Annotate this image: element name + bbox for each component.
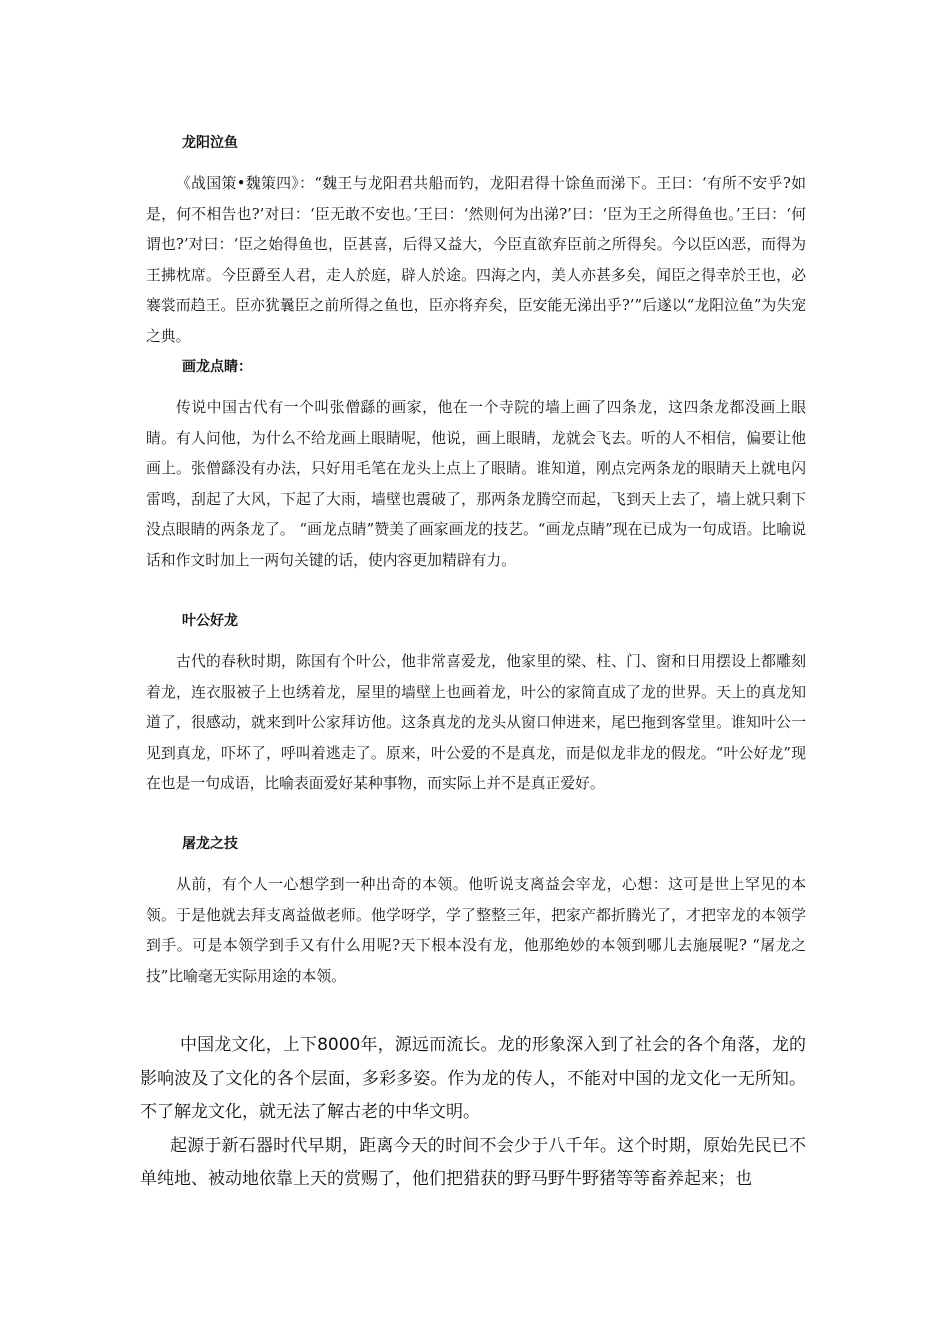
intro-paragraph: 中国龙文化，上下8000年，源远而流长。龙的形象深入到了社会的各个角落，龙的影响波及了文化的各个层面，多彩多姿。作为龙的传人，不能对中国的龙文化一无所知。不了解龙文化，就无法了解古老的中华文明。 [140, 1035, 806, 1122]
section-heading: 龙阳泣鱼 [182, 135, 238, 151]
section-heading: 画龙点睛： [182, 359, 252, 375]
section-body: 从前，有个人一心想学到一种出奇的本领。他听说支离益会宰龙，心想：这可是世上罕见的本领。于是他就去拜支离益做老师。他学呀学，学了整整三年，把家产都折腾光了，才把宰龙的本领学到手。可是本领学到手又有什么用呢?天下根本没有龙，他那绝妙的本领到哪儿去施展呢? “屠龙之技”比喻毫无实际用途的本领。 [146, 876, 806, 985]
section-heading: 屠龙之技 [182, 836, 238, 852]
section-longyang [146, 133, 806, 353]
dragon-culture-intro [140, 1029, 806, 1197]
section-tulong [146, 834, 806, 992]
section-body: 古代的春秋时期，陈国有个叶公，他非常喜爱龙，他家里的梁、柱、门、窗和日用摆设上都雕刻着龙，连衣服被子上也绣着龙，屋里的墙壁上也画着龙，叶公的家简直成了龙的世界。天上的真龙知道了，很感动，就来到叶公家拜访他。这条真龙的龙头从窗口伸进来，尾巴拖到客堂里。谁知叶公一见到真龙，吓坏了，呼叫着逃走了。原来，叶公爱的不是真龙，而是似龙非龙的假龙。“叶公好龙”现在也是一句成语，比喻表面爱好某种事物，而实际上并不是真正爱好。 [146, 653, 806, 793]
origin-paragraph: 起源于新石器时代早期，距离今天的时间不会少于八千年。这个时期，原始先民已不单纯地、被动地依靠上天的赏赐了，他们把猎获的野马野牛野猪等等畜养起来；也 [140, 1135, 806, 1189]
section-heading: 叶公好龙 [182, 613, 238, 629]
section-body: 《战国策•魏策四》：“魏王与龙阳君共船而钓，龙阳君得十馀鱼而涕下。王曰：‘有所不安乎?如是，何不相告也?’对曰：‘臣无敢不安也。’王曰：‘然则何为出涕?’曰：‘臣为王之所得鱼也。’王曰：‘何谓也?’对曰：‘臣之始得鱼也，臣甚喜，后得又益大，今臣直欲弃臣前之所得矣。今以臣凶恶，而得为王拂枕席。今臣爵至人君，走人於庭，辟人於途。四海之内，美人亦甚多矣，闻臣之得幸於王也，必褰裳而趋王。臣亦犹曩臣之前所得之鱼也，臣亦将弃矣，臣安能无涕出乎?’”后遂以“龙阳泣鱼”为失宠之典。 [146, 175, 806, 345]
section-yegong [146, 611, 806, 800]
section-body: 传说中国古代有一个叫张僧繇的画家，他在一个寺院的墙上画了四条龙，这四条龙都没画上眼睛。有人问他，为什么不给龙画上眼睛呢，他说，画上眼睛，龙就会飞去。听的人不相信，偏要让他画上。张僧繇没有办法，只好用毛笔在龙头上点上了眼睛。谁知道，刚点完两条龙的眼睛天上就电闪雷鸣，刮起了大风，下起了大雨，墙壁也震破了，那两条龙腾空而起，飞到天上去了，墙上就只剩下没点眼睛的两条龙了。 “画龙点睛”赞美了画家画龙的技艺。“画龙点睛”现在已成为一句成语。比喻说话和作文时加上一两句关键的话，使内容更加精辟有力。 [146, 399, 806, 569]
section-hualong [146, 357, 806, 577]
